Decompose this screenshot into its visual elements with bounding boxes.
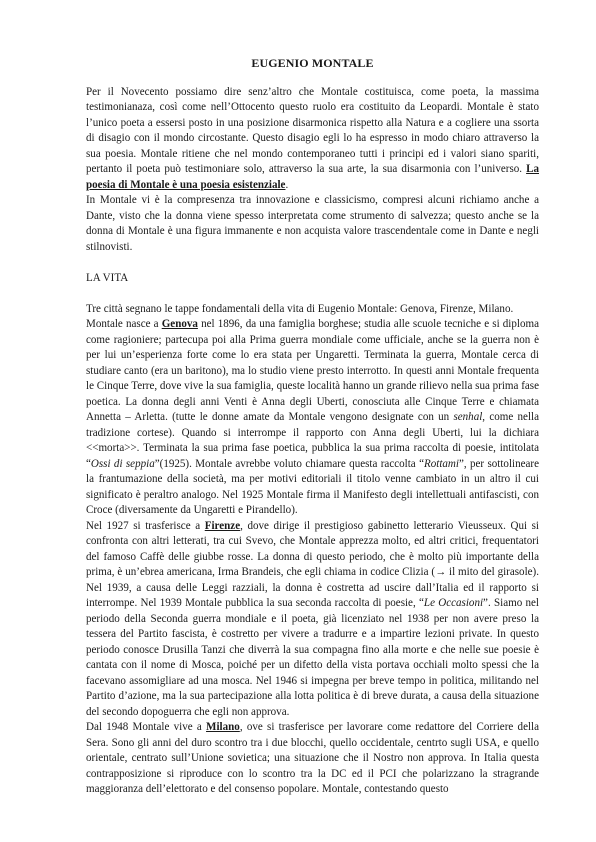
genova-text-d: ”(1925). Montale avrebbe voluto chiamare questa raccolta “: [154, 457, 424, 470]
ossi-di-seppia-title: Ossi di seppia: [90, 457, 155, 470]
intro-paragraph-2: In Montale vi è la compresenza tra innovazione e classicismo, compresi alcuni richiamo anche a Dante, visto che la donna viene spesso interpretata come strumento di salvezza; questo anche se la donna di Montale è una figura immanente e non acquista valore trascendentale come in Dante e negli stilnovisti.: [86, 194, 539, 253]
spacer: [86, 286, 539, 302]
genova-text-c: , come nella tradizione cortese). Quando si interrompe il rapporto con Anna degli Uberti, lui la dichiara <<morta>>. Terminata la sua prima fase poetica, pubblica la sua prima raccolta di poesie, intitolata “: [86, 411, 539, 470]
spacer: [86, 255, 539, 271]
city-milano: Milano: [206, 721, 240, 733]
vita-paragraph-genova: [86, 317, 539, 519]
genova-text-e: ”, per sottolineare la frantumazione della società, ma per motivi editoriali il titolo venne cambiato in un altro il cui significato è peraltro analogo. Nel 1925 Montale firma il Manifesto degli intellettuali antifascisti, con Croce (diversamente da Ungaretti e Pirandello).: [86, 457, 540, 516]
firenze-text-a: Nel 1927 si trasferisce a: [86, 519, 205, 532]
section-heading-la-vita: LA VITA: [86, 271, 129, 284]
milano-text-a: Dal 1948 Montale vive a: [86, 721, 207, 733]
vita-paragraph-firenze: [86, 519, 539, 721]
intro-period: .: [285, 178, 289, 191]
senhal-term: senhal: [453, 411, 483, 423]
vita-paragraph-milano: [86, 720, 539, 798]
rottami-title: Rottami: [423, 457, 459, 470]
document-page: [86, 56, 539, 798]
firenze-text-c: ”. Siamo nel periodo della Seconda guerra mondiale e il poeta, già licenziato nel 1938 per non avere preso la tessera del Partito fascista, è costretto per vivere a tradurre e a impartire lezioni private. In questo periodo conosce Drusilla Tanzi che diverrà la sua compagna fino alla morte e che nelle sue poesie è cantata con il nome di Mosca, poiché per un difetto della vista portava occhiali molto spessi che la facevano assomigliare ad una mosca. Nel 1946 si impegna per breve tempo in politica, militando nel Partito d’azione, ma la sua partecipazione alla lotta politica è di breve durata, a causa della situazione del secondo dopoguerra che egli non approva.: [86, 597, 539, 718]
le-occasioni-title: Le Occasioni: [423, 597, 484, 609]
genova-text-a: Montale nasce a: [86, 318, 162, 330]
vita-paragraph-1: Tre città segnano le tappe fondamentali della vita di Eugenio Montale: Genova, Firenze, Milano.: [86, 302, 514, 315]
intro-text: Per il Novecento possiamo dire senz’altro che Montale costituisca, come poeta, la massima testimonianaza, così come nell’Ottocento questo ruolo era costituito da Leopardi. Montale è stato l’unico poeta a essersi posto in una posizione disarmonica rispetto alla Natura e a cogliere una ssorta di disagio con il mondo circostante. Questo disagio egli lo ha espresso in modo chiaro attraverso la sua poesia. Montale ritiene che nel mondo contemporaneo tutti i principi ed i valori siano spariti, pertanto il poeta può testimoniare solo, attraverso la sua arte, la sua disarmonia con l’universo.: [86, 85, 539, 175]
milano-text-b: , ove si trasferisce per lavorare come redattore del Corriere della Sera. Sono gli anni del duro scontro tra i due blocchi, quello occidentale, centrto sugli USA, e quello orientale, centrato sull’Unione sovietica; una situazione che il Nostro non approva. In Italia questa contrapposizione si riproduce con lo scontro tra la DC ed il PCI che polarizzano la stragrande maggioranza dell’elettorato e del consenso popolare. Montale, contestando questo: [86, 721, 540, 795]
existential-poetry-emphasis: La poesia di Montale è una poesia esistenziale: [86, 163, 539, 191]
genova-text-b: nel 1896, da una famiglia borghese; studia alle scuole tecniche e si diploma come ragioniere; partecupa poi alla Prima guerra mondiale come ufficiale, anche se la guerra non è per lui un’esperienza forte come lo era stata per Ungaretti. Terminata la guerra, Montale cerca di studiare canto (era un baritono), ma lo studio viene presto interrotto. In questi anni Montale frequenta le Cinque Terre, dove vive la sua famiglia, queste località hanno un grande rilievo nella sua prima fase poetica. La donna degli anni Venti è Anna degli Uberti, conosciuta alle Cinque Terre e chiamata Annetta – Arletta. (tutte le donne amate da Montale vengono designate con un: [86, 318, 539, 423]
city-firenze: Firenze: [204, 519, 241, 532]
document-title: EUGENIO MONTALE: [251, 56, 374, 70]
city-genova: Genova: [161, 318, 198, 330]
intro-paragraph-1: [86, 85, 539, 194]
firenze-text-b: , dove dirige il prestigioso gabinetto letterario Vieusseux. Qui si confronta con altri letterati, tra cui Svevo, che Montale apprezza molto, ed altri critici, frequentatori del famoso Caffè delle giubbe rosse. La donna di questo periodo, che è molto più importante della prima, è un’ebrea americana, Irma Brandeis, che egli chiama in codice Clizia (→ il mito del girasole). Nel 1939, a causa delle Leggi razziali, la donna è costretta ad uscire dall’Italia ed il rapporto si interrompe. Nel 1939 Montale pubblica la sua seconda raccolta di poesie, “: [86, 519, 540, 609]
